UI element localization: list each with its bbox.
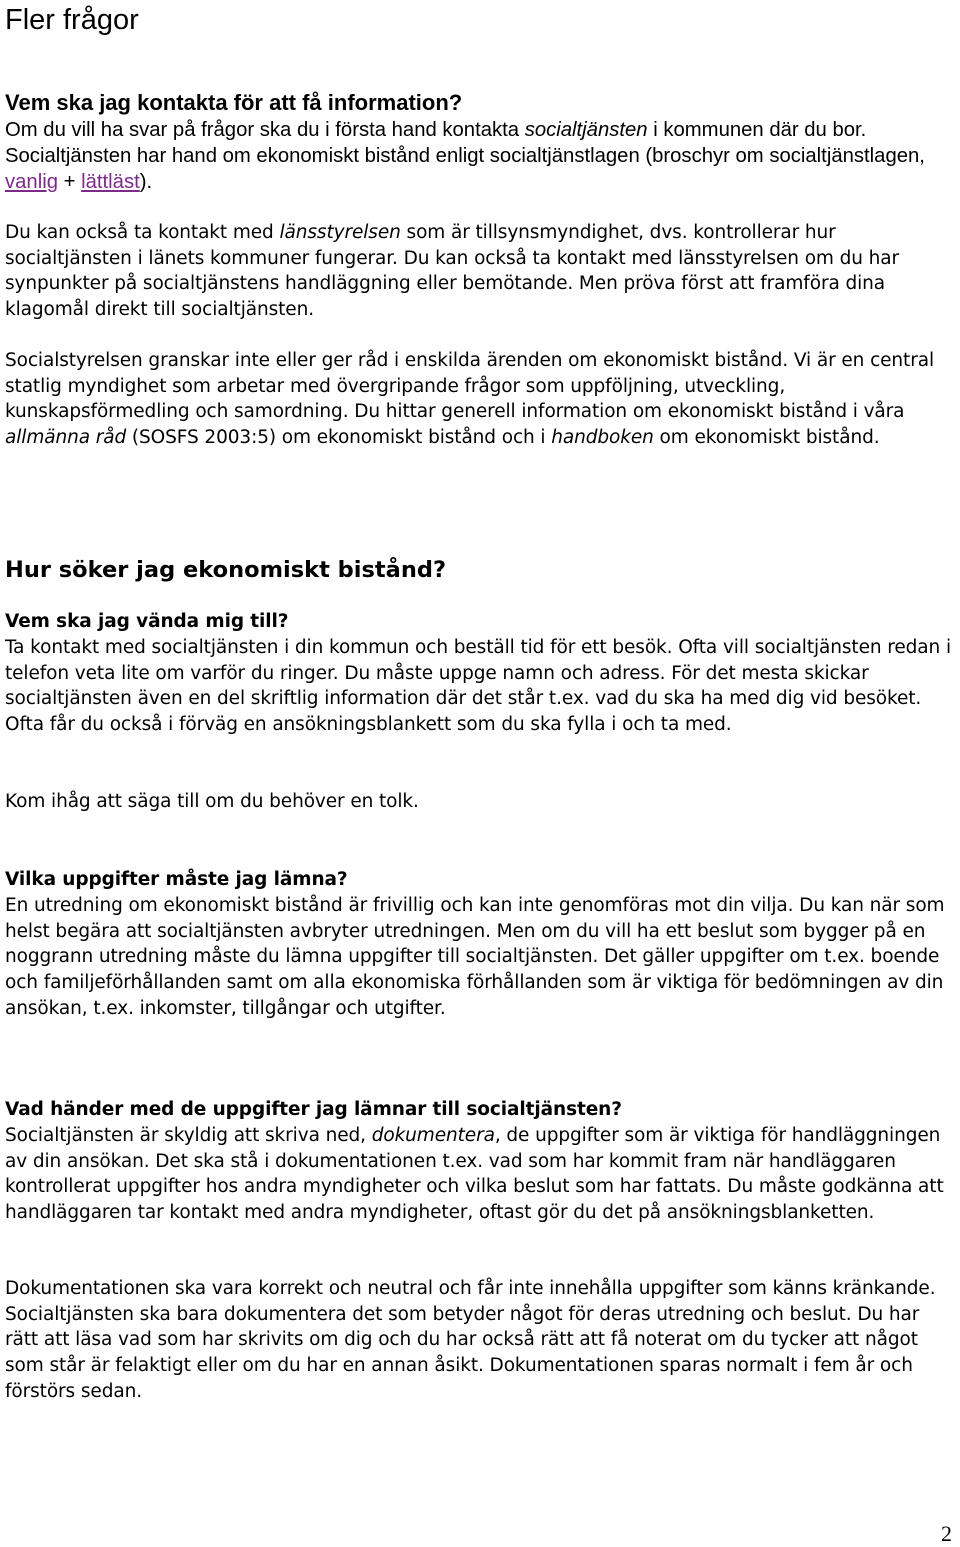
subheading-what-info: Vilka uppgifter måste jag lämna? — [5, 869, 348, 890]
text-segment: Socialtjänsten är skyldig att skriva ned, — [5, 1125, 372, 1146]
text-segment: om ekonomiskt bistånd. — [653, 427, 880, 449]
text-segment: Du kan också ta kontakt med — [5, 222, 280, 243]
page-title: Fler frågor — [5, 4, 139, 36]
paragraph-socialstyrelsen — [5, 348, 957, 451]
text-segment: Om du vill ha svar på frågor ska du i första hand kontakta — [5, 119, 525, 141]
text-segment: , de uppgifter som är viktiga för handläggningen av din ansökan. Det ska stå i dokumentationen t.ex. vad som har kommit fram när handläggaren kontrollerat uppgifter hos andra myndigheter och vilka beslut som har fattats. Du måste godkänna att handläggaren tar kontakt med andra myndigheter, oftast gör du det på ansökningsblanketten. — [5, 1125, 944, 1224]
subheading-who-to-contact: Vem ska jag vända mig till? — [5, 611, 289, 632]
page-number: 2 — [941, 1521, 952, 1546]
emphasis-lansstyrelsen: länsstyrelsen — [279, 222, 401, 243]
emphasis-handboken: handboken — [551, 427, 654, 449]
emphasis-dokumentera: dokumentera — [371, 1125, 495, 1146]
link-vanlig[interactable]: vanlig — [5, 171, 58, 193]
heading-how-to-apply: Hur söker jag ekonomiskt bistånd? — [5, 557, 446, 583]
paragraph-documentation-rules: Dokumentationen ska vara korrekt och neutral och får inte innehålla uppgifter som känns kränkande. Socialtjänsten ska bara dokumentera det som betyder något för deras utredning och beslut. Du har rätt att läsa vad som har skrivits om dig och du har också rätt att få noterat om du tycker att något som står är felaktigt eller om du har en annan åsikt. Dokumentationen sparas normalt i fem år och förstörs sedan. — [5, 1278, 936, 1402]
text-segment: (SOSFS 2003:5) om ekonomiskt bistånd och i — [126, 427, 552, 449]
heading-contact-info: Vem ska jag kontakta för att få information? — [5, 90, 463, 115]
emphasis-socialtjansten: socialtjänsten — [524, 119, 648, 141]
subheading-what-happens: Vad händer med de uppgifter jag lämnar till socialtjänsten? — [5, 1099, 622, 1120]
paragraph-contact-municipality: Ta kontakt med socialtjänsten i din kommun och beställ tid för ett besök. Ofta vill socialtjänsten redan i telefon veta lite om varför du ringer. Du måste uppge namn och adress. För det mesta skickar socialtjänsten även en del skriftlig information där det står t.ex. vad du ska ha med dig vid besöket. Ofta får du också i förväg en ansökningsblankett som du ska fylla i och ta med. — [5, 637, 951, 736]
text-segment: i kommunen där du bor. Socialtjänsten har hand om ekonomiskt bistånd enligt socialtjänstlagen (broschyr om socialtjänstlagen, — [5, 119, 925, 167]
paragraph-investigation: En utredning om ekonomiskt bistånd är frivillig och kan inte genomföras mot din vilja. Du kan när som helst begära att socialtjänsten avbryter utredningen. Men om du vill ha ett beslut som bygger på en noggrann utredning måste du lämna uppgifter till socialtjänsten. Det gäller uppgifter om t.ex. boende och familjeförhållanden samt om alla ekonomiska förhållanden som är viktiga för bedömningen av din ansökan, t.ex. inkomster, tillgångar och utgifter. — [5, 895, 945, 1019]
text-segment: ). — [139, 171, 153, 193]
text-segment: som är tillsynsmyndighet, dvs. kontrollerar hur socialtjänsten i länets kommuner fungerar. Du kan också ta kontakt med länsstyrelsen om du har synpunkter på socialtjänstens handläggning eller bemötande. Men pröva först att framföra dina klagomål direkt till socialtjänsten. — [5, 222, 900, 321]
paragraph-documentation — [5, 1123, 957, 1226]
paragraph-lansstyrelsen — [5, 220, 957, 323]
paragraph-interpreter: Kom ihåg att säga till om du behöver en tolk. — [5, 791, 419, 812]
emphasis-allmanna-rad: allmänna råd — [5, 427, 127, 449]
paragraph-contact-social-services — [5, 117, 953, 195]
link-lattlast[interactable]: lättläst — [81, 171, 140, 193]
text-segment: + — [58, 171, 82, 193]
text-segment: Socialstyrelsen granskar inte eller ger råd i enskilda ärenden om ekonomiskt bistånd. Vi är en central statlig myndighet som arbetar med övergripande frågor som uppföljning, utveckling, kunskapsförmedling och samordning. Du hittar generell information om ekonomiskt bistånd i våra — [5, 350, 934, 423]
